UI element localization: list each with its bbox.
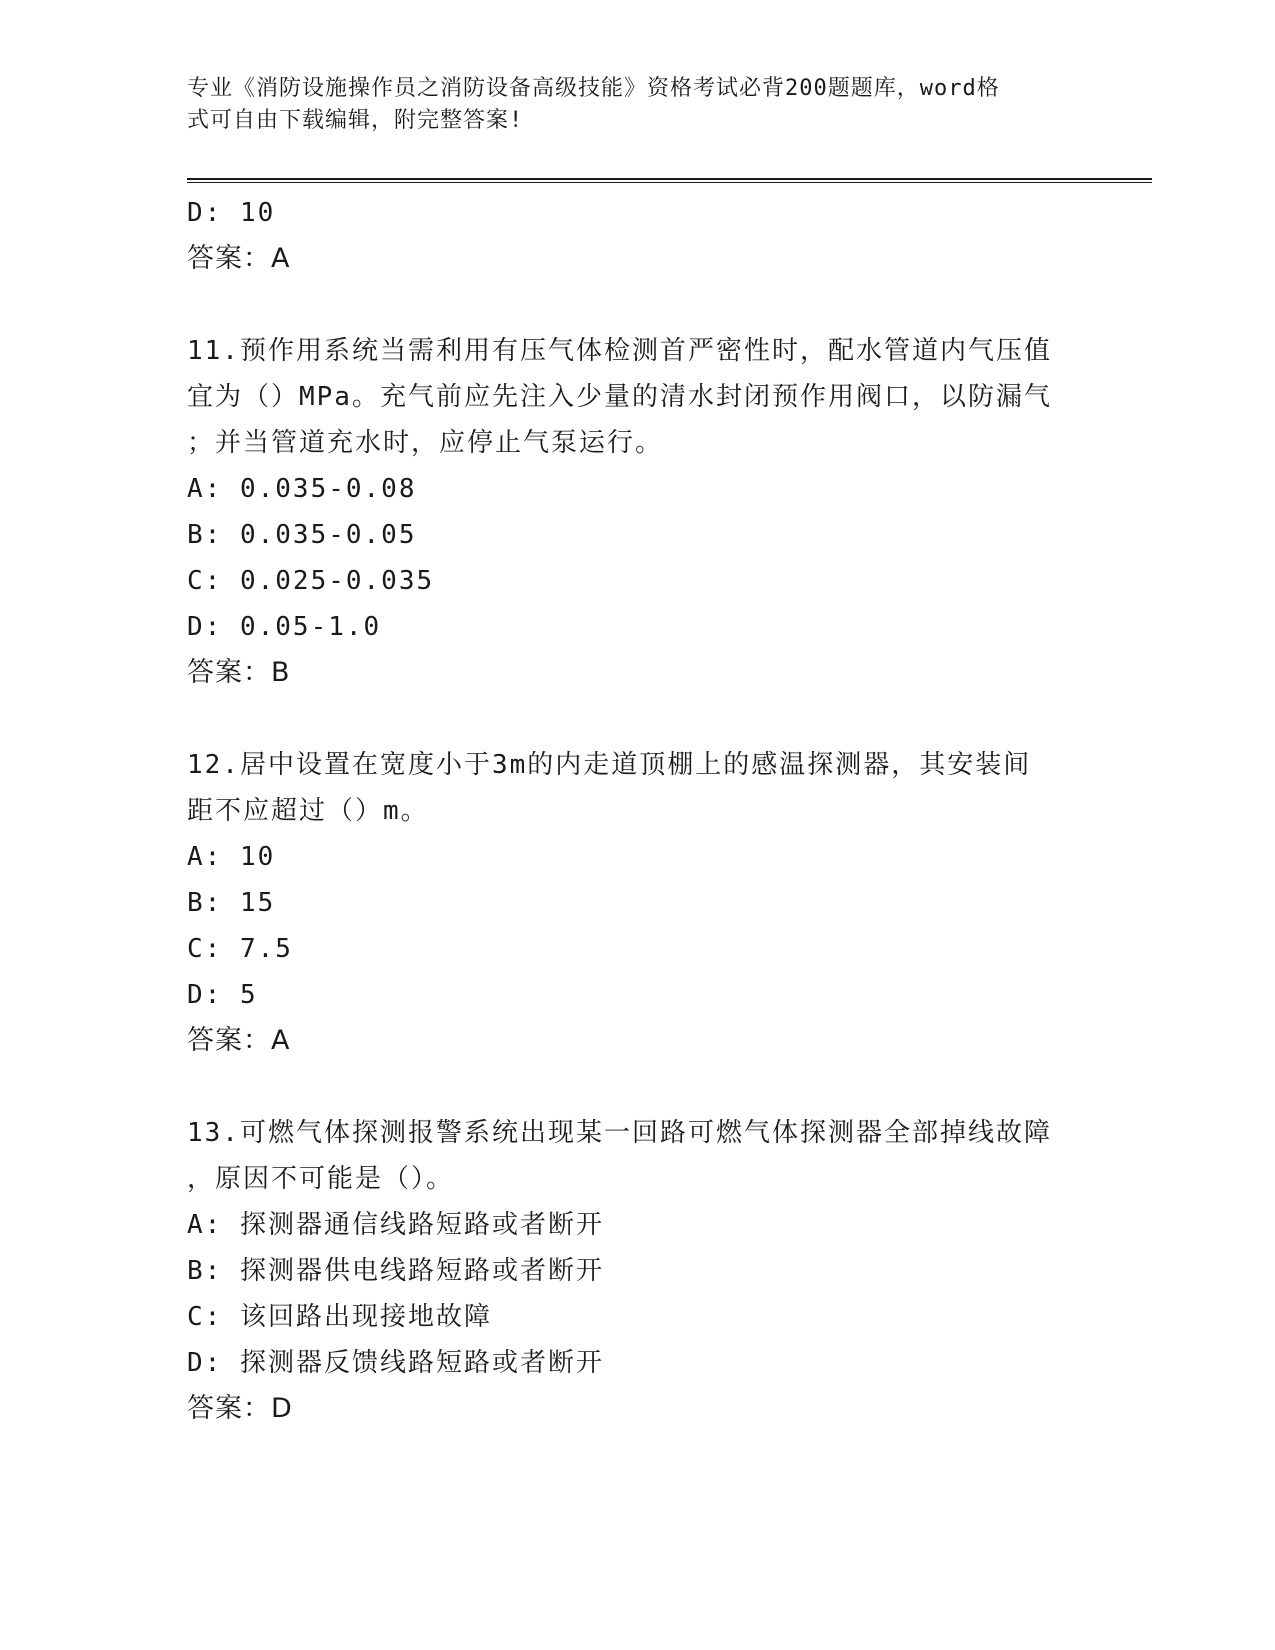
question-stem [187,328,1087,466]
question-stem-line: 12.居中设置在宽度小于3m的内走道顶棚上的感温探测器，其安装间 [187,750,1032,780]
option-d: D: 探测器反馈线路短路或者断开 [187,1348,604,1378]
question-stem [187,1110,1087,1202]
option-d: D: 10 [187,198,276,228]
question-stem [187,742,1087,834]
answer-line: 答案：D [187,1393,293,1424]
header-title-line-1: 专业《消防设施操作员之消防设备高级技能》资格考试必背200题题库，word格 [187,76,1000,101]
option-d: D: 0.05-1.0 [187,612,382,642]
header-title-line-2: 式可自由下载编辑，附完整答案! [187,108,524,133]
answer-line: 答案：B [187,657,291,688]
question-stem-line: 距不应超过（）m。 [187,796,429,826]
spacer [187,282,1087,328]
option-b: B: 15 [187,888,276,918]
option-d: D: 5 [187,980,258,1010]
option-a: A: 0.035-0.08 [187,474,417,504]
option-c: C: 7.5 [187,934,293,964]
question-block [187,328,1087,696]
question-stem-line: 宜为（）MPa。充气前应先注入少量的清水封闭预作用阀口，以防漏气 [187,382,1052,412]
document-body [187,190,1087,1432]
spacer [187,696,1087,742]
page-header [187,73,1067,137]
question-stem-line: ，原因不可能是（）。 [187,1164,455,1194]
option-c: C: 0.025-0.035 [187,566,435,596]
option-b: B: 0.035-0.05 [187,520,417,550]
header-divider [187,178,1152,183]
option-b: B: 探测器供电线路短路或者断开 [187,1256,604,1286]
question-stem-line: 13.可燃气体探测报警系统出现某一回路可燃气体探测器全部掉线故障 [187,1118,1052,1148]
question-stem-line: ；并当管道充水时，应停止气泵运行。 [187,428,664,458]
answer-line: 答案：A [187,243,291,274]
question-block [187,1110,1087,1432]
option-a: A: 10 [187,842,276,872]
spacer [187,1064,1087,1110]
option-c: C: 该回路出现接地故障 [187,1302,492,1332]
question-stem-line: 11.预作用系统当需利用有压气体检测首严密性时，配水管道内气压值 [187,336,1052,366]
answer-line: 答案：A [187,1025,291,1056]
option-a: A: 探测器通信线路短路或者断开 [187,1210,604,1240]
question-block [187,742,1087,1064]
